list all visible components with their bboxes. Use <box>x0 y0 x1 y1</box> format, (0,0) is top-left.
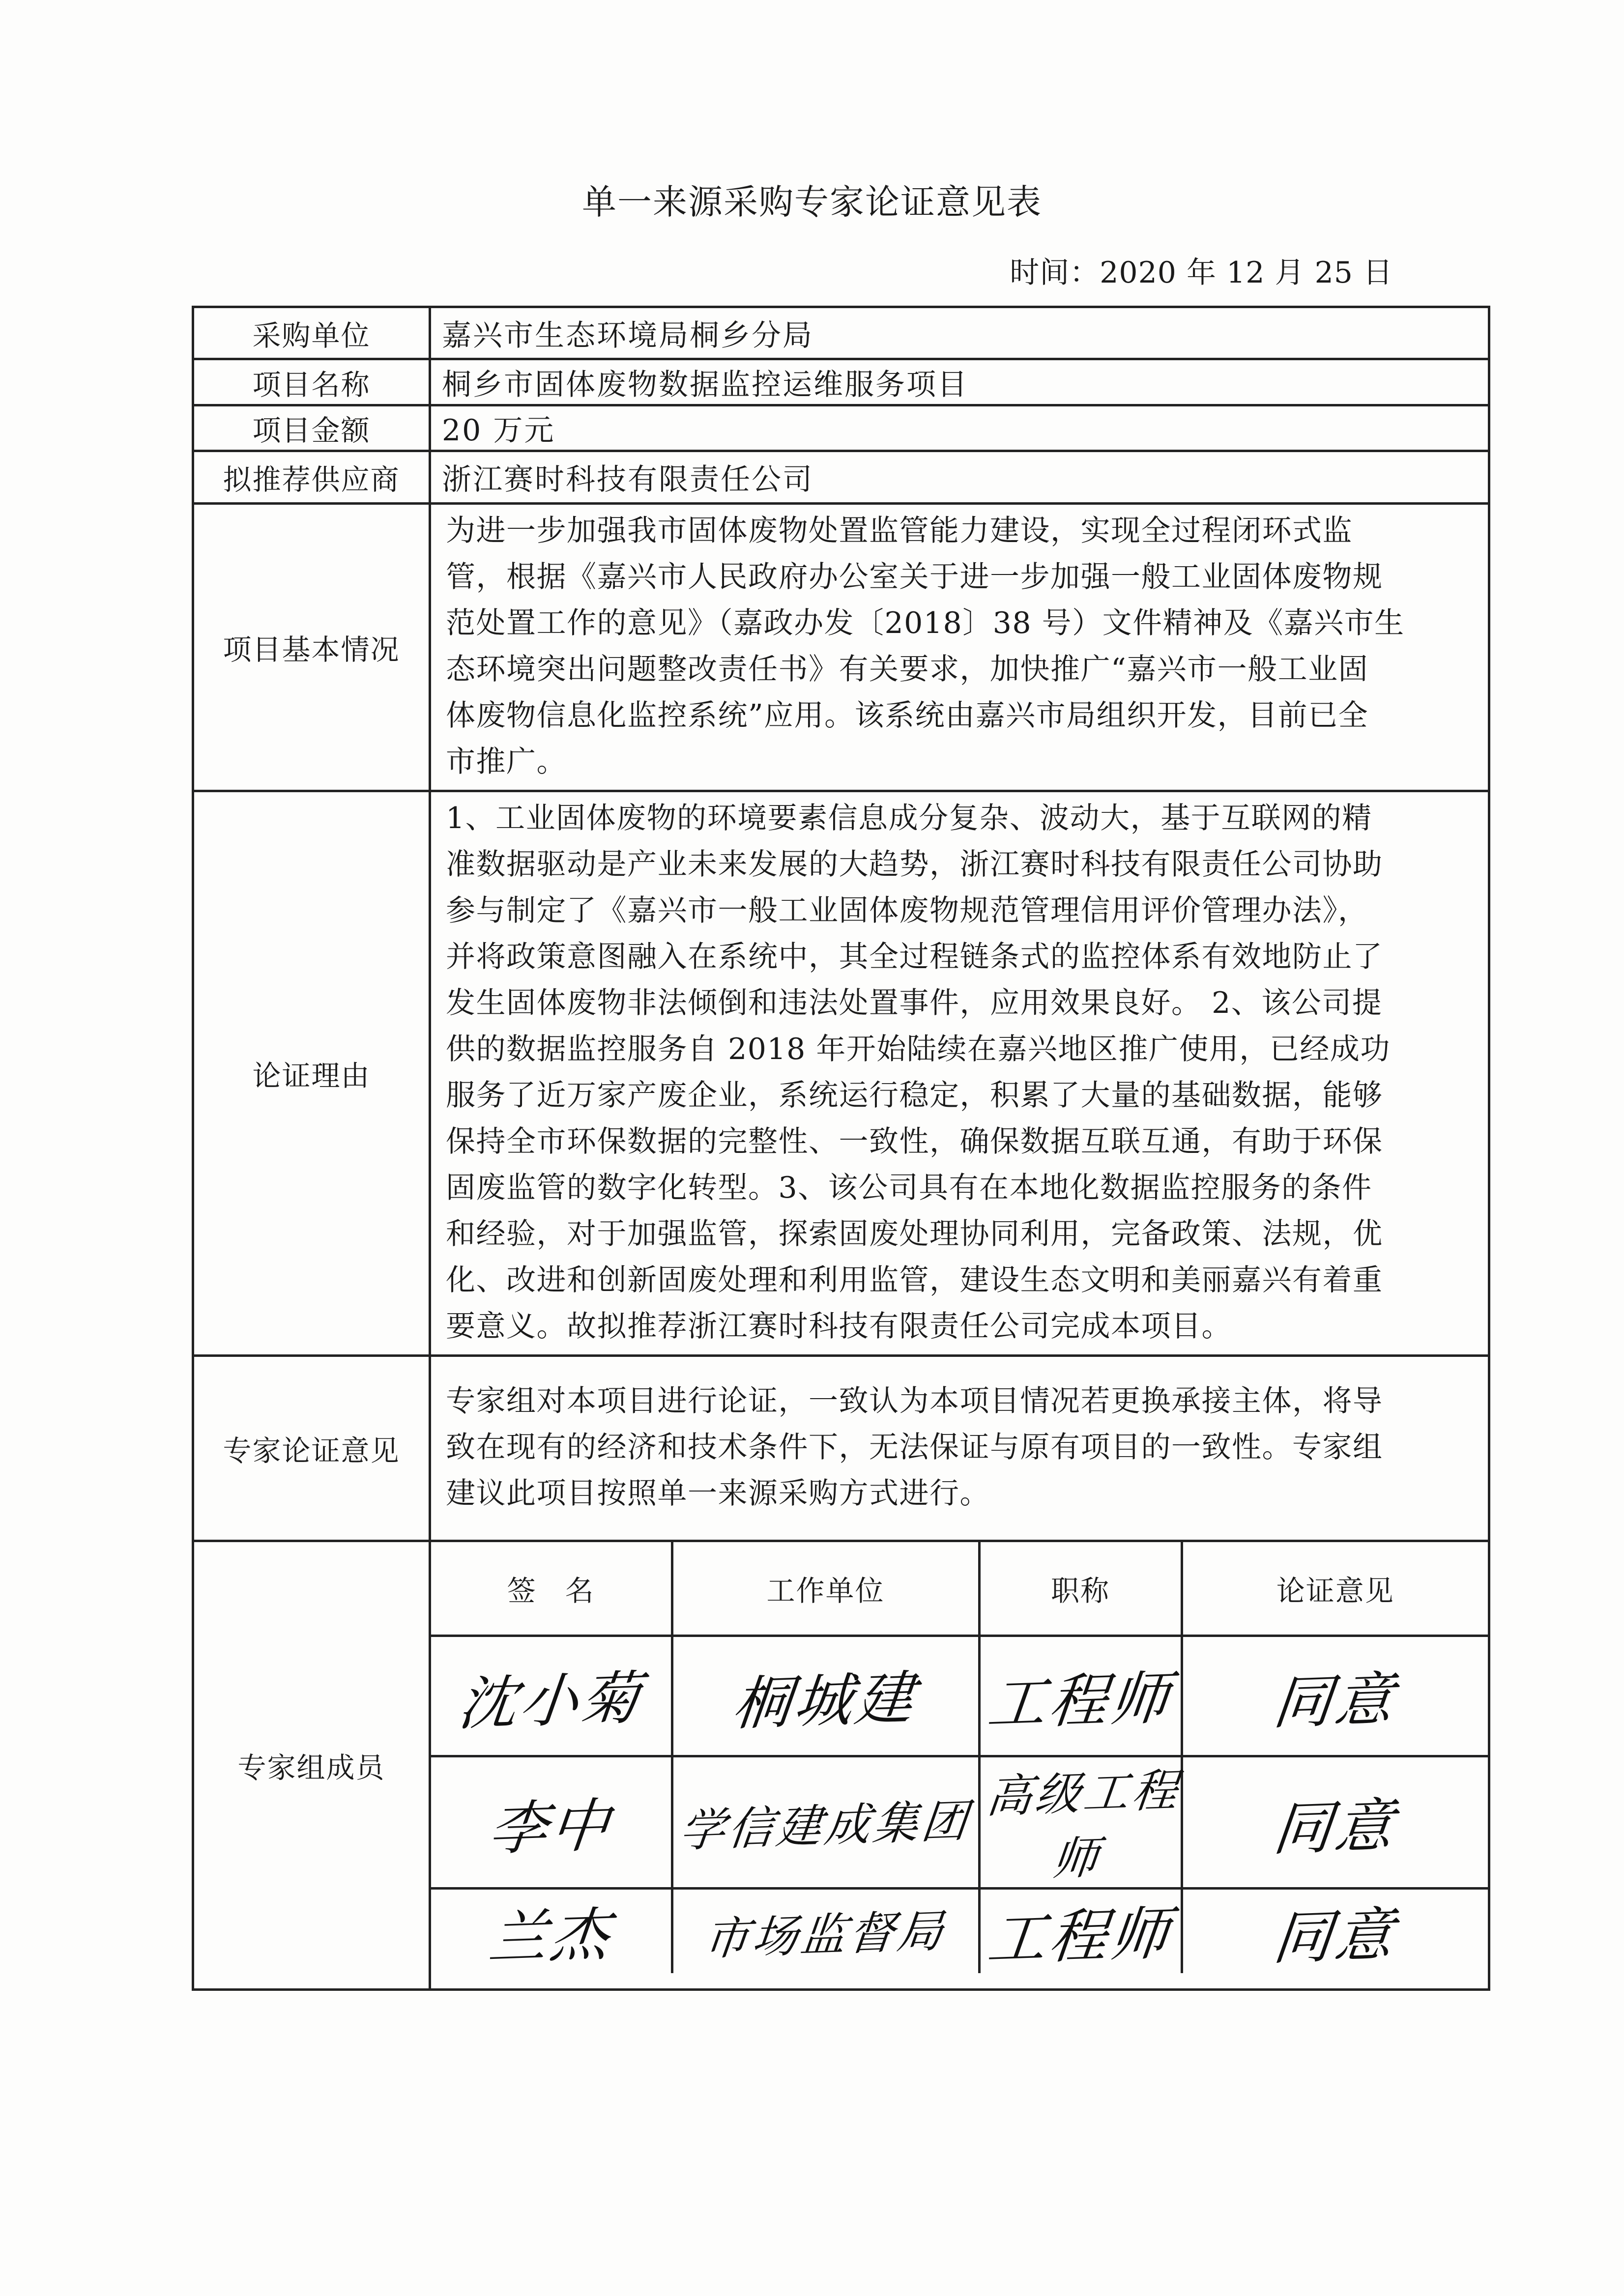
handwritten-unit: 市场监督局 <box>701 1904 949 1966</box>
expert-opinion-label: 专家论证意见 <box>193 1356 430 1541</box>
justification-line: 供的数据监控服务自 2018 年开始陆续在嘉兴地区推广使用，已经成功 <box>446 1032 1391 1066</box>
supplier-label: 拟推荐供应商 <box>193 451 430 504</box>
row-amount <box>193 405 1489 451</box>
purchaser-value: 嘉兴市生态环境局桐乡分局 <box>430 307 1489 359</box>
justification-line: 化、改进和创新固废处理和利用监管，建设生态文明和美丽嘉兴有着重 <box>446 1263 1383 1297</box>
basic-info-line: 市推广。 <box>446 745 567 779</box>
expert-title <box>979 1888 1182 1973</box>
justification-line: 固废监管的数字化转型。3、该公司具有在本地化数据监控服务的条件 <box>446 1171 1372 1205</box>
expert-opinion-line: 建议此项目按照单一来源采购方式进行。 <box>446 1476 990 1511</box>
justification-line: 要意义。故拟推荐浙江赛时科技有限责任公司完成本项目。 <box>446 1309 1232 1344</box>
expert-signature <box>431 1636 672 1756</box>
project-name-value: 桐乡市固体废物数据监控运维服务项目 <box>430 359 1489 405</box>
basic-info-label: 项目基本情况 <box>193 504 430 791</box>
row-justification <box>193 791 1489 1356</box>
row-purchaser <box>193 307 1489 359</box>
justification-label: 论证理由 <box>193 791 430 1356</box>
justification-line: 参与制定了《嘉兴市一般工业固体废物规范管理信用评价管理办法》， <box>446 893 1368 928</box>
handwritten-unit: 学信建成集团 <box>677 1794 973 1857</box>
justification-line: 和经验，对于加强监管，探索固废处理协同利用，完备政策、法规，优 <box>446 1217 1383 1251</box>
project-name-label: 项目名称 <box>193 359 430 405</box>
header-signature-char-1: 签 <box>507 1574 565 1607</box>
expert-unit <box>672 1636 979 1756</box>
expert-opinion <box>1182 1636 1488 1756</box>
justification-line: 服务了近万家产废企业，系统运行稳定，积累了大量的基础数据，能够 <box>446 1078 1383 1113</box>
experts-label: 专家组成员 <box>193 1541 430 1990</box>
basic-info-line: 管，根据《嘉兴市人民政府办公室关于进一步加强一般工业固体废物规 <box>446 560 1383 594</box>
handwritten-opinion: 同意 <box>1270 1900 1400 1972</box>
expert-title <box>979 1756 1182 1888</box>
handwritten-title: 高级工程师 <box>984 1763 1183 1886</box>
handwritten-title: 工程师 <box>984 1664 1176 1738</box>
experts-header-row <box>431 1542 1488 1636</box>
experts-table-cell <box>430 1541 1489 1990</box>
expert-opinion-line: 专家组对本项目进行论证，一致认为本项目情况若更换承接主体，将导 <box>446 1384 1383 1418</box>
expert-signature <box>431 1888 672 1973</box>
amount-value: 20 万元 <box>430 405 1489 451</box>
basic-info-line: 态环境突出问题整改责任书》有关要求，加快推广“嘉兴市一般工业固 <box>446 652 1369 687</box>
expert-signature <box>431 1756 672 1888</box>
header-opinion: 论证意见 <box>1182 1542 1488 1636</box>
header-signature-char-2: 名 <box>565 1574 595 1607</box>
basic-info-line: 体废物信息化监控系统”应用。该系统由嘉兴市局组织开发，目前已全 <box>446 698 1369 733</box>
justification-line: 准数据驱动是产业未来发展的大趋势，浙江赛时科技有限责任公司协助 <box>446 847 1383 882</box>
row-project-name <box>193 359 1489 405</box>
row-basic-info <box>193 504 1489 791</box>
expert-opinion <box>1182 1888 1488 1973</box>
row-supplier <box>193 451 1489 504</box>
purchaser-label: 采购单位 <box>193 307 430 359</box>
header-unit: 工作单位 <box>672 1542 979 1636</box>
review-form-table <box>192 306 1490 1991</box>
justification-text <box>430 791 1489 1356</box>
document-date: 时间：2020 年 12 月 25 日 <box>1010 256 1393 290</box>
row-expert-opinion <box>193 1356 1489 1541</box>
handwritten-opinion: 同意 <box>1270 1665 1400 1737</box>
header-title: 职称 <box>979 1542 1182 1636</box>
amount-label: 项目金额 <box>193 405 430 451</box>
handwritten-signature: 李中 <box>485 1791 615 1863</box>
header-signature <box>431 1542 672 1636</box>
justification-line: 发生固体废物非法倾倒和违法处置事件，应用效果良好。 2、该公司提 <box>446 986 1383 1020</box>
supplier-value: 浙江赛时科技有限责任公司 <box>430 451 1489 504</box>
row-experts <box>193 1541 1489 1990</box>
expert-unit <box>672 1888 979 1973</box>
handwritten-title: 工程师 <box>984 1899 1176 1973</box>
handwritten-signature: 兰杰 <box>485 1900 615 1972</box>
basic-info-line: 为进一步加强我市固体废物处置监管能力建设，实现全过程闭环式监 <box>446 514 1353 548</box>
handwritten-signature: 沈小菊 <box>455 1664 646 1738</box>
expert-row <box>431 1888 1488 1973</box>
expert-row <box>431 1636 1488 1756</box>
expert-opinion-line: 致在现有的经济和技术条件下，无法保证与原有项目的一致性。专家组 <box>446 1430 1383 1464</box>
handwritten-unit: 桐城建 <box>729 1664 921 1738</box>
justification-line: 并将政策意图融入在系统中，其全过程链条式的监控体系有效地防止了 <box>446 940 1383 974</box>
justification-line: 1、工业固体废物的环境要素信息成分复杂、波动大，基于互联网的精 <box>446 801 1372 835</box>
expert-row <box>431 1756 1488 1888</box>
expert-opinion-text <box>430 1356 1489 1541</box>
justification-line: 保持全市环保数据的完整性、一致性，确保数据互联互通，有助于环保 <box>446 1124 1383 1159</box>
experts-signature-table <box>431 1542 1488 1973</box>
document-title: 单一来源采购专家论证意见表 <box>582 182 1042 222</box>
basic-info-text <box>430 504 1489 791</box>
expert-unit <box>672 1756 979 1888</box>
expert-title <box>979 1636 1182 1756</box>
expert-opinion <box>1182 1756 1488 1888</box>
basic-info-line: 范处置工作的意见》（嘉政办发〔2018〕38 号）文件精神及《嘉兴市生 <box>446 606 1405 640</box>
handwritten-opinion: 同意 <box>1270 1791 1400 1863</box>
